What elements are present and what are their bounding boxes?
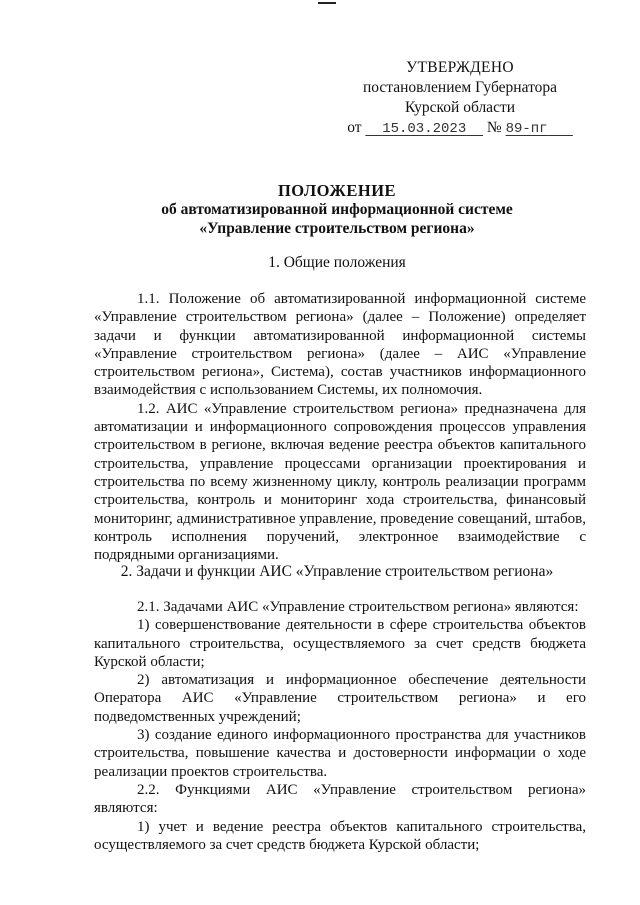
approval-number xyxy=(506,121,573,137)
document-subtitle-1: об автоматизированной информационной системе xyxy=(161,201,513,218)
paragraph-1-1: 1.1. Положение об автоматизированной информационной системе «Управление строительством региона» (далее – Положение) определяет задачи и функции автоматизированной информационной системы «Управление строительством региона» (далее – АИС «Управление строительством региона», Система), состав участников информационного взаимодействия с использованием Системы, их полномочия. xyxy=(94,291,586,399)
approval-date xyxy=(365,121,483,137)
paragraph-2-1-item-3: 3) создание единого информационного пространства для участников строительства, повышение качества и достоверности информации о ходе реализации проектов строительства. xyxy=(94,727,586,780)
approval-date-value: 15.03.2023 xyxy=(382,121,467,137)
paragraph-2-1: 2.1. Задачами АИС «Управление строительством региона» являются: xyxy=(137,599,579,615)
paragraph-2-1-item-2: 2) автоматизация и информационное обеспечение деятельности Оператора АИС «Управление строительством региона» и его подведомственных учреждений; xyxy=(94,672,586,725)
scan-mark xyxy=(318,2,336,4)
approval-date-line xyxy=(340,118,580,139)
section-2-body xyxy=(94,598,586,854)
number-label: № xyxy=(486,119,502,136)
section-1-body xyxy=(94,290,586,564)
approval-line-2: Курской области xyxy=(404,99,516,116)
paragraph-2-1-item-1: 1) совершенствование деятельности в сфере строительства объектов капитального строительства, осуществляемого за счет средств бюджета Курской области; xyxy=(94,617,586,670)
approval-stamp xyxy=(340,58,580,139)
paragraph-1-2: 1.2. АИС «Управление строительством региона» предназначена для автоматизации и информационного сопровождения процессов управления строительством в регионе, включая ведение реестра объектов капитального строительства, управление процессами организации проектирования и строительства по всему жизненному циклу, контроль реализации программ строительства, контроль и мониторинг хода строительства, финансовый мониторинг, административное управление, проведение совещаний, штабов, контроль исполнения поручений, электронное взаимодействие с подрядными организациями. xyxy=(94,400,586,564)
from-label: от xyxy=(347,119,362,136)
section-1-heading: 1. Общие положения xyxy=(268,254,406,271)
document-title-block xyxy=(94,181,580,238)
paragraph-2-2: 2.2. Функциями АИС «Управление строительством региона» являются: xyxy=(94,781,586,817)
section-2-heading: 2. Задачи и функции АИС «Управление строительством региона» xyxy=(120,563,554,580)
document-subtitle-2: «Управление строительством региона» xyxy=(199,220,475,237)
approval-title: УТВЕРЖДЕНО xyxy=(406,59,514,76)
paragraph-2-2-item-1: 1) учет и ведение реестра объектов капитального строительства, осуществляемого за счет средств бюджета Курской области; xyxy=(94,818,586,853)
document-title: ПОЛОЖЕНИЕ xyxy=(277,181,397,200)
approval-number-value: 89-пг xyxy=(505,121,548,137)
approval-line-1: постановлением Губернатора xyxy=(362,79,558,96)
